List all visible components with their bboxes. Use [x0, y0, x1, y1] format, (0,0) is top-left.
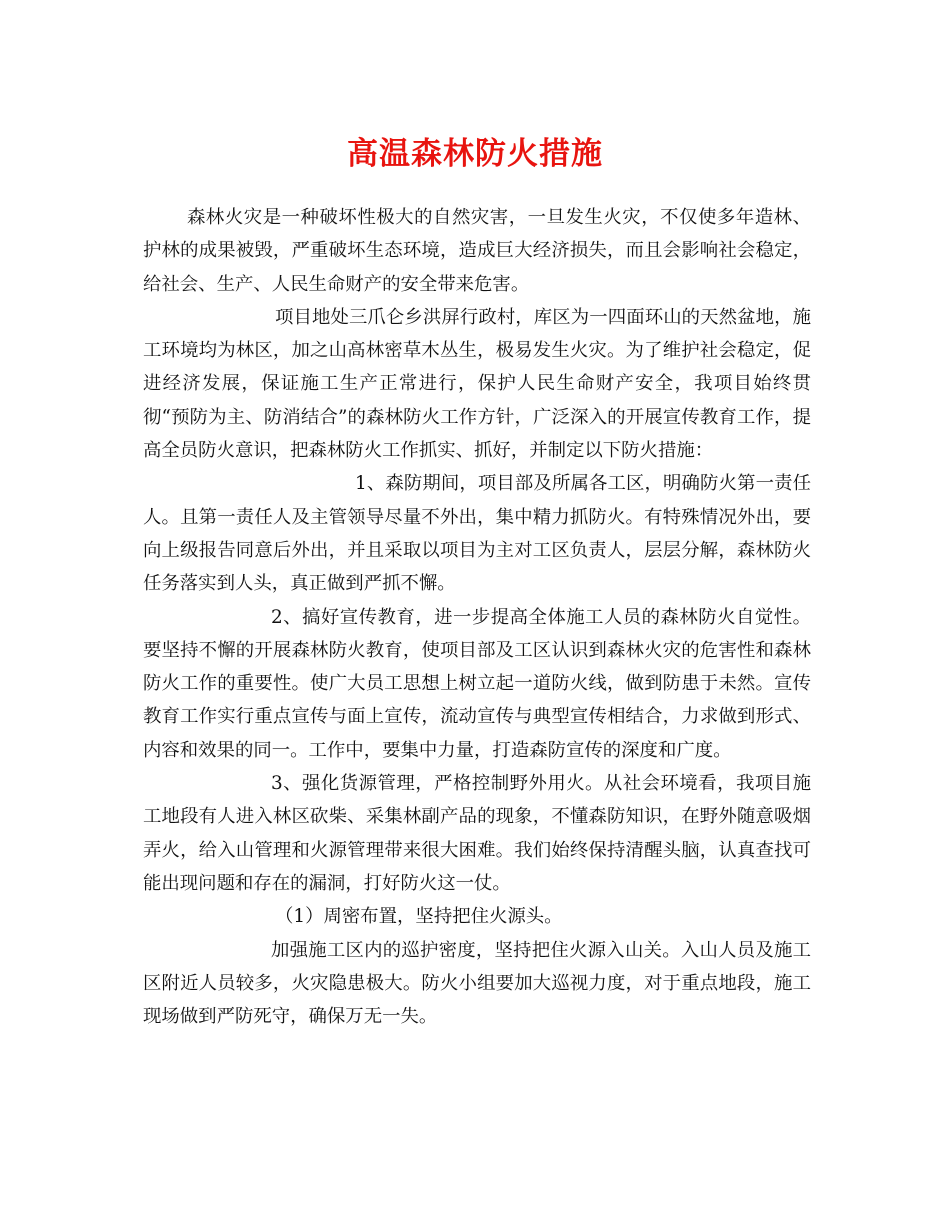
paragraph-patrol: 加强施工区内的巡护密度，坚持把住火源入山关。入山人员及施工区附近人员较多，火灾隐患极大。防火小组要加大巡视力度，对于重点地段，施工现场做到严防死守，确保万无一失。	[143, 939, 811, 1028]
document-body	[143, 201, 811, 1033]
document-title: 高温森林防火措施	[347, 136, 603, 172]
paragraph-measure-1: 1、森防期间，项目部及所属各工区，明确防火第一责任人。且第一责任人及主管领导尽量不外出，集中精力抓防火。有特殊情况外出，要向上级报告同意后外出，并且采取以项目为主对工区负责人，层层分解，森林防火任务落实到人头，真正做到严抓不懈。	[143, 473, 811, 595]
paragraph-subheading-1: （1）周密布置，坚持把住火源头。	[275, 906, 563, 928]
paragraph-intro: 森林火灾是一种破坏性极大的自然灾害，一旦发生火灾，不仅使多年造林、护林的成果被毁，严重破坏生态环境，造成巨大经济损失，而且会影响社会稳定，给社会、生产、人民生命财产的安全带来危害。	[143, 207, 811, 295]
paragraph-measure-3: 3、强化货源管理，严格控制野外用火。从社会环境看，我项目施工地段有人进入林区砍柴、采集林副产品的现象，不懂森防知识，在野外随意吸烟弄火，给入山管理和火源管理带来很大困难。我们始终保持清醒头脑，认真查找可能出现问题和存在的漏洞，打好防火这一仗。	[143, 773, 811, 894]
paragraph-project-location: 项目地处三爪仑乡洪屏行政村，库区为一四面环山的天然盆地，施工环境均为林区，加之山高林密草木丛生，极易发生火灾。为了维护社会稳定，促进经济发展，保证施工生产正常进行，保护人民生命财产安全，我项目始终贯彻“预防为主、防消结合”的森林防火工作方针，广泛深入的开展宣传教育工作，提高全员防火意识，把森林防火工作抓实、抓好，并制定以下防火措施：	[143, 306, 811, 462]
paragraph-measure-2: 2、搞好宣传教育，进一步提高全体施工人员的森林防火自觉性。要坚持不懈的开展森林防火教育，使项目部及工区认识到森林火灾的危害性和森林防火工作的重要性。使广大员工思想上树立起一道防火线，做到防患于未然。宣传教育工作实行重点宣传与面上宣传，流动宣传与典型宣传相结合，力求做到形式、内容和效果的同一。工作中，要集中力量，打造森防宣传的深度和广度。	[143, 606, 811, 761]
